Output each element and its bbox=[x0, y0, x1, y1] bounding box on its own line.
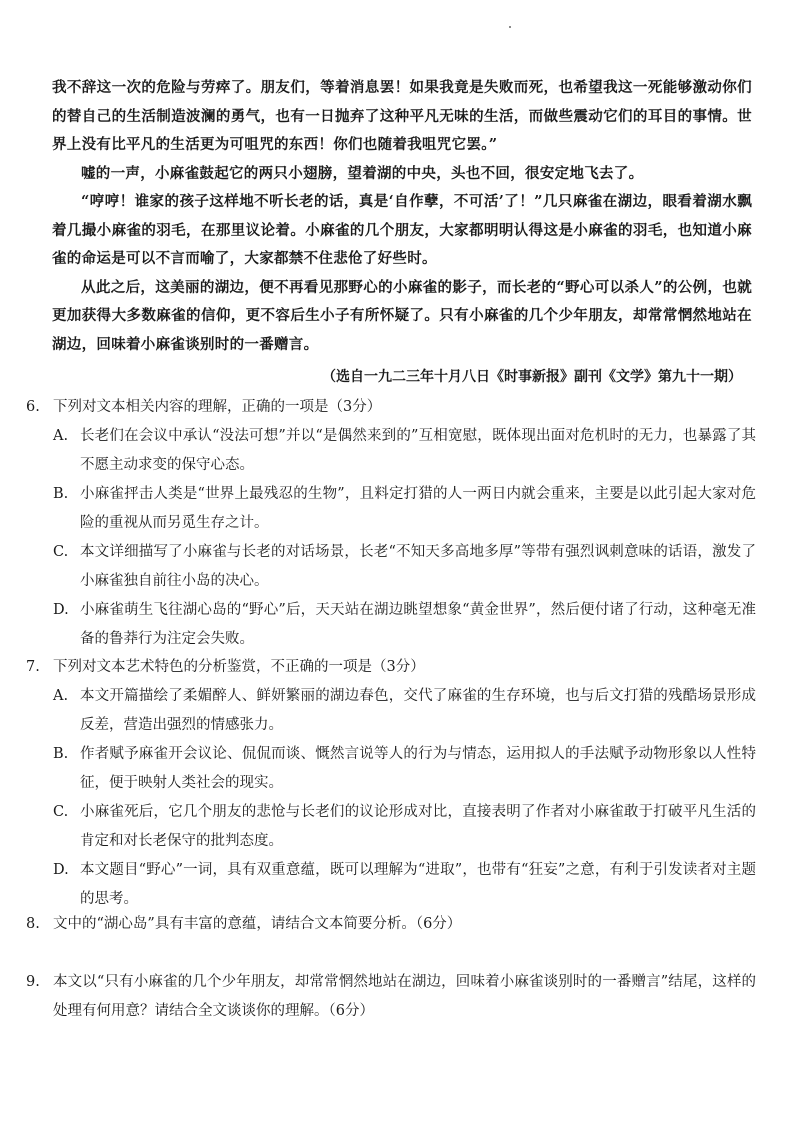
option-text: 小麻雀萌生飞往湖心岛的“野心”后，天天站在湖边眺望想象“黄金世界”，然后便付诸了行动，这种毫无准备的鲁莽行为注定会失败。 bbox=[80, 602, 756, 647]
question-stem: 本文以“只有小麻雀的几个少年朋友，却常常惘然地站在湖边，回味着小麻雀谈别时的一番赠言”结尾，这样的处理有何用意？请结合全文谈谈你的理解。（6分） bbox=[53, 974, 756, 1019]
option-letter: C. bbox=[53, 544, 69, 560]
option-b bbox=[53, 480, 756, 538]
question-stem: 下列对文本艺术特色的分析鉴赏，不正确的一项是（3分） bbox=[53, 659, 425, 675]
question-stem: 文中的“湖心岛”具有丰富的意蕴，请结合文本简要分析。（6分） bbox=[53, 916, 462, 932]
question-number: 8. bbox=[26, 916, 40, 932]
passage-source: （选自一九二三年十月八日《时事新报》副刊《文学》第九十一期） bbox=[322, 369, 742, 385]
passage-paragraph-4: 从此之后，这美丽的湖边，便不再看见那野心的小麻雀的影子，而长老的“野心可以杀人”的公例，也就更加获得大多数麻雀的信仰，更不容后生小子有所怀疑了。只有小麻雀的几个少年朋友，却常常惘然地站在湖边，回味着小麻雀谈别时的一番赠言。 bbox=[52, 278, 752, 353]
question-number: 7. bbox=[26, 659, 40, 675]
option-text: 本文题目“野心”一词，具有双重意蕴，既可以理解为“进取”，也带有“狂妄”之意，有利于引发读者对主题的思考。 bbox=[80, 862, 756, 907]
option-d bbox=[53, 596, 756, 654]
option-text: 本文详细描写了小麻雀与长老的对话场景，长老“不知天多高地多厚”等带有强烈讽刺意味的话语，激发了小麻雀独自前往小岛的决心。 bbox=[80, 544, 756, 589]
passage-paragraph-3: “哼哼！谁家的孩子这样地不听长老的话，真是‘自作孽，不可活’了！”几只麻雀在湖边，眼看着湖水飘着几撮小麻雀的羽毛，在那里议论着。小麻雀的几个朋友，大家都明明认得这是小麻雀的羽毛，也知道小麻雀的命运是可以不言而喻了，大家都禁不住悲伧了好些时。 bbox=[52, 193, 752, 267]
option-a bbox=[53, 682, 756, 740]
option-letter: A. bbox=[53, 428, 69, 444]
option-letter: C. bbox=[53, 804, 69, 820]
passage-paragraph-1: 我不辞这一次的危险与劳瘁了。朋友们，等着消息罢！如果我竟是失败而死，也希望我这一死能够激动你们的替自己的生活制造波澜的勇气，也有一日抛弃了这种平凡无味的生活，而做些震动它们的耳目的事情。世界上没有比平凡的生活更为可咀咒的东西！你们也随着我咀咒它罢。” bbox=[52, 79, 752, 153]
option-text: 作者赋予麻雀开会议论、侃侃而谈、慨然言说等人的行为与情态，运用拟人的手法赋予动物形象以人性特征，便于映射人类社会的现实。 bbox=[80, 746, 756, 791]
option-letter: D. bbox=[53, 862, 69, 878]
option-d bbox=[53, 856, 756, 914]
option-text: 本文开篇描绘了柔媚醉人、鲜妍繁丽的湖边春色，交代了麻雀的生存环境，也与后文打猎的残酷场景形成反差，营造出强烈的情感张力。 bbox=[80, 688, 756, 733]
passage-text bbox=[52, 74, 752, 359]
question-number: 9. bbox=[26, 974, 40, 990]
question-6 bbox=[26, 393, 756, 654]
question-7 bbox=[26, 653, 756, 914]
option-letter: B. bbox=[53, 486, 69, 502]
option-b bbox=[53, 740, 756, 798]
question-9 bbox=[26, 968, 756, 1026]
question-8 bbox=[26, 910, 756, 939]
option-c bbox=[53, 538, 756, 596]
passage-paragraph-2: 嘘的一声，小麻雀鼓起它的两只小翅膀，望着湖的中央，头也不回，很安定地飞去了。 bbox=[81, 164, 644, 182]
option-letter: D. bbox=[53, 602, 69, 618]
scan-speck bbox=[509, 26, 511, 28]
option-a bbox=[53, 422, 756, 480]
question-stem: 下列对文本相关内容的理解，正确的一项是（3分） bbox=[53, 399, 382, 415]
option-text: 小麻雀死后，它几个朋友的悲怆与长老们的议论形成对比，直接表明了作者对小麻雀敢于打破平凡生活的肯定和对长老保守的批判态度。 bbox=[80, 804, 756, 849]
option-text: 小麻雀抨击人类是“世界上最残忍的生物”，且料定打猎的人一两日内就会重来，主要是以此引起大家对危险的重视从而另觅生存之计。 bbox=[80, 486, 756, 531]
option-letter: B. bbox=[53, 746, 69, 762]
option-letter: A. bbox=[53, 688, 69, 704]
question-number: 6. bbox=[26, 399, 40, 415]
option-c bbox=[53, 798, 756, 856]
option-text: 长老们在会议中承认“没法可想”并以“是偶然来到的”互相宽慰，既体现出面对危机时的无力，也暴露了其不愿主动求变的保守心态。 bbox=[80, 428, 756, 473]
